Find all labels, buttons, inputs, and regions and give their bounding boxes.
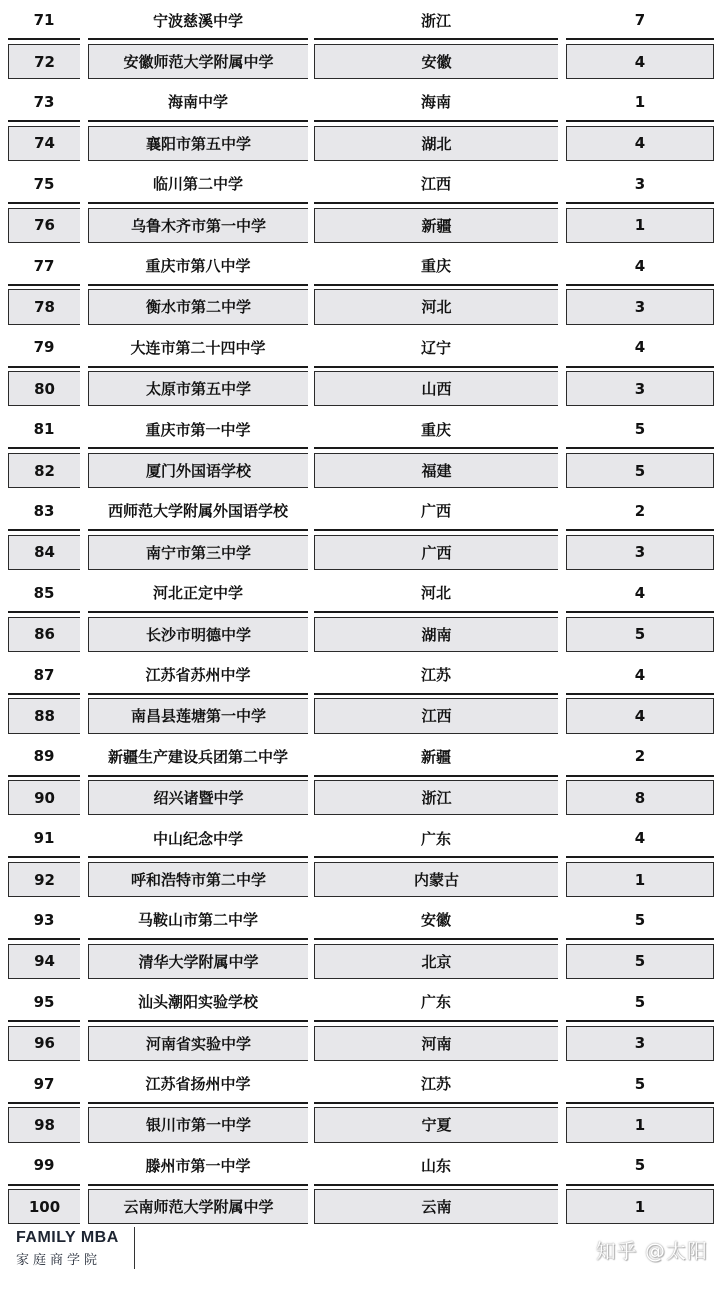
count-cell: 3 [566, 371, 714, 406]
count-cell: 4 [566, 698, 714, 733]
table-row [0, 289, 720, 324]
count-cell: 4 [634, 665, 646, 684]
school-name-cell: 河南省实验中学 [88, 1026, 308, 1061]
school-name-cell: 衡水市第二中学 [88, 289, 308, 324]
row-underline [8, 1020, 80, 1022]
table-row [0, 453, 720, 488]
school-name-cell: 安徽师范大学附属中学 [88, 44, 308, 79]
row-underline [566, 856, 714, 858]
rank-cell: 71 [33, 11, 55, 30]
table-row [0, 818, 720, 858]
count-cell: 5 [634, 420, 646, 439]
rank-cell: 85 [33, 583, 55, 602]
row-underline [566, 1102, 714, 1104]
row-underline [566, 447, 714, 449]
row-underline [8, 120, 80, 122]
rank-cell: 72 [8, 44, 80, 79]
school-name-cell: 江苏省苏州中学 [145, 666, 251, 685]
count-cell: 5 [566, 617, 714, 652]
table-row [0, 535, 720, 570]
table-row [0, 82, 720, 122]
school-name-cell: 汕头潮阳实验学校 [137, 993, 258, 1012]
row-underline [314, 202, 558, 204]
row-underline [88, 529, 308, 531]
table-row [0, 900, 720, 940]
count-cell: 1 [634, 92, 646, 111]
rank-cell: 98 [8, 1107, 80, 1142]
count-cell: 1 [566, 862, 714, 897]
family-mba-logo [16, 1227, 135, 1269]
table-row [0, 982, 720, 1022]
count-cell: 8 [566, 780, 714, 815]
school-name-cell: 大连市第二十四中学 [130, 338, 266, 357]
rank-cell: 78 [8, 289, 80, 324]
rank-cell: 100 [8, 1189, 80, 1224]
row-underline [88, 775, 308, 777]
row-underline [566, 775, 714, 777]
rank-cell: 89 [33, 747, 55, 766]
logo-english-text: FAMILY MBA [16, 1229, 119, 1246]
row-underline [88, 284, 308, 286]
table-row [0, 617, 720, 652]
school-name-cell: 宁波慈溪中学 [152, 11, 243, 30]
count-cell: 3 [566, 289, 714, 324]
row-underline [8, 38, 80, 40]
rank-cell: 90 [8, 780, 80, 815]
school-name-cell: 南昌县莲塘第一中学 [88, 698, 308, 733]
school-name-cell: 太原市第五中学 [88, 371, 308, 406]
school-name-cell: 乌鲁木齐市第一中学 [88, 208, 308, 243]
row-underline [88, 120, 308, 122]
school-name-cell: 新疆生产建设兵团第二中学 [107, 747, 288, 766]
count-cell: 4 [566, 44, 714, 79]
row-underline [314, 693, 558, 695]
school-name-cell: 云南师范大学附属中学 [88, 1189, 308, 1224]
province-cell: 江西 [420, 175, 451, 194]
province-cell: 重庆 [420, 257, 451, 276]
row-underline [314, 284, 558, 286]
row-underline [566, 938, 714, 940]
province-cell: 山东 [420, 1156, 451, 1175]
school-name-cell: 南宁市第三中学 [88, 535, 308, 570]
row-underline [8, 693, 80, 695]
row-underline [88, 366, 308, 368]
table-row [0, 164, 720, 204]
footer [0, 1227, 720, 1291]
school-name-cell: 厦门外国语学校 [88, 453, 308, 488]
table-row [0, 327, 720, 367]
rank-cell: 92 [8, 862, 80, 897]
province-cell: 云南 [314, 1189, 558, 1224]
school-name-cell: 长沙市明德中学 [88, 617, 308, 652]
school-name-cell: 襄阳市第五中学 [88, 126, 308, 161]
row-underline [566, 202, 714, 204]
count-cell: 5 [634, 910, 646, 929]
table-row [0, 573, 720, 613]
table-row [0, 698, 720, 733]
row-underline [314, 611, 558, 613]
count-cell: 1 [566, 1189, 714, 1224]
rank-cell: 81 [33, 420, 55, 439]
row-underline [566, 366, 714, 368]
school-name-cell: 银川市第一中学 [88, 1107, 308, 1142]
province-cell: 广西 [420, 502, 451, 521]
school-name-cell: 海南中学 [167, 93, 228, 112]
school-name-cell: 临川第二中学 [152, 175, 243, 194]
count-cell: 5 [566, 453, 714, 488]
rank-cell: 87 [33, 665, 55, 684]
table-row [0, 409, 720, 449]
rank-cell: 79 [33, 338, 55, 357]
row-underline [314, 775, 558, 777]
row-underline [88, 938, 308, 940]
province-cell: 北京 [314, 944, 558, 979]
row-underline [8, 284, 80, 286]
rank-cell: 94 [8, 944, 80, 979]
province-cell: 湖北 [314, 126, 558, 161]
province-cell: 江西 [314, 698, 558, 733]
table-row [0, 1107, 720, 1142]
rank-cell: 83 [33, 501, 55, 520]
school-name-cell: 西师范大学附属外国语学校 [107, 502, 288, 521]
row-underline [566, 611, 714, 613]
school-name-cell: 绍兴诸暨中学 [88, 780, 308, 815]
row-underline [8, 1102, 80, 1104]
rank-cell: 80 [8, 371, 80, 406]
row-underline [88, 202, 308, 204]
count-cell: 2 [634, 501, 646, 520]
school-name-cell: 江苏省扬州中学 [145, 1075, 251, 1094]
count-cell: 3 [566, 535, 714, 570]
row-underline [314, 1184, 558, 1186]
row-underline [314, 938, 558, 940]
table-row [0, 0, 720, 40]
rank-cell: 91 [33, 829, 55, 848]
rank-cell: 82 [8, 453, 80, 488]
school-name-cell: 滕州市第一中学 [145, 1156, 251, 1175]
row-underline [88, 856, 308, 858]
table-row [0, 944, 720, 979]
row-underline [566, 1020, 714, 1022]
table-row [0, 1026, 720, 1061]
rank-cell: 97 [33, 1074, 55, 1093]
province-cell: 广西 [314, 535, 558, 570]
school-name-cell: 清华大学附属中学 [88, 944, 308, 979]
rank-cell: 96 [8, 1026, 80, 1061]
province-cell: 江苏 [420, 1075, 451, 1094]
rank-cell: 84 [8, 535, 80, 570]
rank-cell: 74 [8, 126, 80, 161]
province-cell: 江苏 [420, 666, 451, 685]
count-cell: 1 [566, 1107, 714, 1142]
count-cell: 7 [634, 11, 646, 30]
school-name-cell: 河北正定中学 [152, 584, 243, 603]
row-underline [88, 447, 308, 449]
table-row [0, 1063, 720, 1103]
province-cell: 湖南 [314, 617, 558, 652]
row-underline [88, 1020, 308, 1022]
province-cell: 浙江 [420, 11, 451, 30]
rank-cell: 77 [33, 256, 55, 275]
row-underline [8, 775, 80, 777]
rank-cell: 93 [33, 910, 55, 929]
row-underline [566, 284, 714, 286]
row-underline [8, 1184, 80, 1186]
row-underline [8, 529, 80, 531]
school-name-cell: 呼和浩特市第二中学 [88, 862, 308, 897]
row-underline [566, 1184, 714, 1186]
count-cell: 4 [634, 583, 646, 602]
province-cell: 河南 [314, 1026, 558, 1061]
count-cell: 4 [566, 126, 714, 161]
province-cell: 福建 [314, 453, 558, 488]
row-underline [8, 202, 80, 204]
province-cell: 新疆 [420, 747, 451, 766]
table-row [0, 126, 720, 161]
count-cell: 5 [634, 1156, 646, 1175]
rank-cell: 76 [8, 208, 80, 243]
row-underline [314, 120, 558, 122]
row-underline [314, 366, 558, 368]
province-cell: 新疆 [314, 208, 558, 243]
rank-cell: 73 [33, 92, 55, 111]
table-row [0, 208, 720, 243]
count-cell: 4 [634, 338, 646, 357]
province-cell: 宁夏 [314, 1107, 558, 1142]
table-row [0, 1145, 720, 1185]
rank-cell: 99 [33, 1156, 55, 1175]
province-cell: 安徽 [314, 44, 558, 79]
province-cell: 广东 [420, 993, 451, 1012]
row-underline [88, 693, 308, 695]
count-cell: 3 [566, 1026, 714, 1061]
row-underline [314, 1020, 558, 1022]
province-cell: 内蒙古 [314, 862, 558, 897]
province-cell: 浙江 [314, 780, 558, 815]
province-cell: 河北 [420, 584, 451, 603]
table-row [0, 371, 720, 406]
count-cell: 1 [566, 208, 714, 243]
count-cell: 5 [634, 1074, 646, 1093]
province-cell: 山西 [314, 371, 558, 406]
row-underline [566, 120, 714, 122]
row-underline [8, 856, 80, 858]
rank-cell: 75 [33, 174, 55, 193]
rank-cell: 86 [8, 617, 80, 652]
table-row [0, 245, 720, 285]
province-cell: 海南 [420, 93, 451, 112]
row-underline [88, 1184, 308, 1186]
row-underline [314, 856, 558, 858]
province-cell: 安徽 [420, 911, 451, 930]
row-underline [88, 38, 308, 40]
province-cell: 辽宁 [420, 338, 451, 357]
table-row [0, 862, 720, 897]
province-cell: 河北 [314, 289, 558, 324]
count-cell: 4 [634, 829, 646, 848]
rank-cell: 95 [33, 992, 55, 1011]
zhihu-watermark: 知乎 @太阳 [595, 1239, 708, 1263]
logo-chinese-text: 家庭商学院 [16, 1253, 102, 1268]
table-row [0, 1189, 720, 1224]
school-name-cell: 重庆市第一中学 [145, 420, 251, 439]
row-underline [88, 1102, 308, 1104]
school-name-cell: 重庆市第八中学 [145, 257, 251, 276]
count-cell: 3 [634, 174, 646, 193]
row-underline [88, 611, 308, 613]
row-underline [8, 366, 80, 368]
table-row [0, 736, 720, 776]
row-underline [8, 611, 80, 613]
school-name-cell: 中山纪念中学 [152, 829, 243, 848]
province-cell: 广东 [420, 829, 451, 848]
table-row [0, 491, 720, 531]
school-name-cell: 马鞍山市第二中学 [137, 911, 258, 930]
row-underline [314, 447, 558, 449]
row-underline [566, 529, 714, 531]
table-row [0, 780, 720, 815]
row-underline [566, 693, 714, 695]
count-cell: 5 [634, 992, 646, 1011]
row-underline [8, 938, 80, 940]
row-underline [314, 529, 558, 531]
row-underline [314, 38, 558, 40]
table-row [0, 44, 720, 79]
row-underline [314, 1102, 558, 1104]
count-cell: 4 [634, 256, 646, 275]
rank-cell: 88 [8, 698, 80, 733]
count-cell: 5 [566, 944, 714, 979]
table-row [0, 654, 720, 694]
row-underline [566, 38, 714, 40]
province-cell: 重庆 [420, 420, 451, 439]
count-cell: 2 [634, 747, 646, 766]
row-underline [8, 447, 80, 449]
